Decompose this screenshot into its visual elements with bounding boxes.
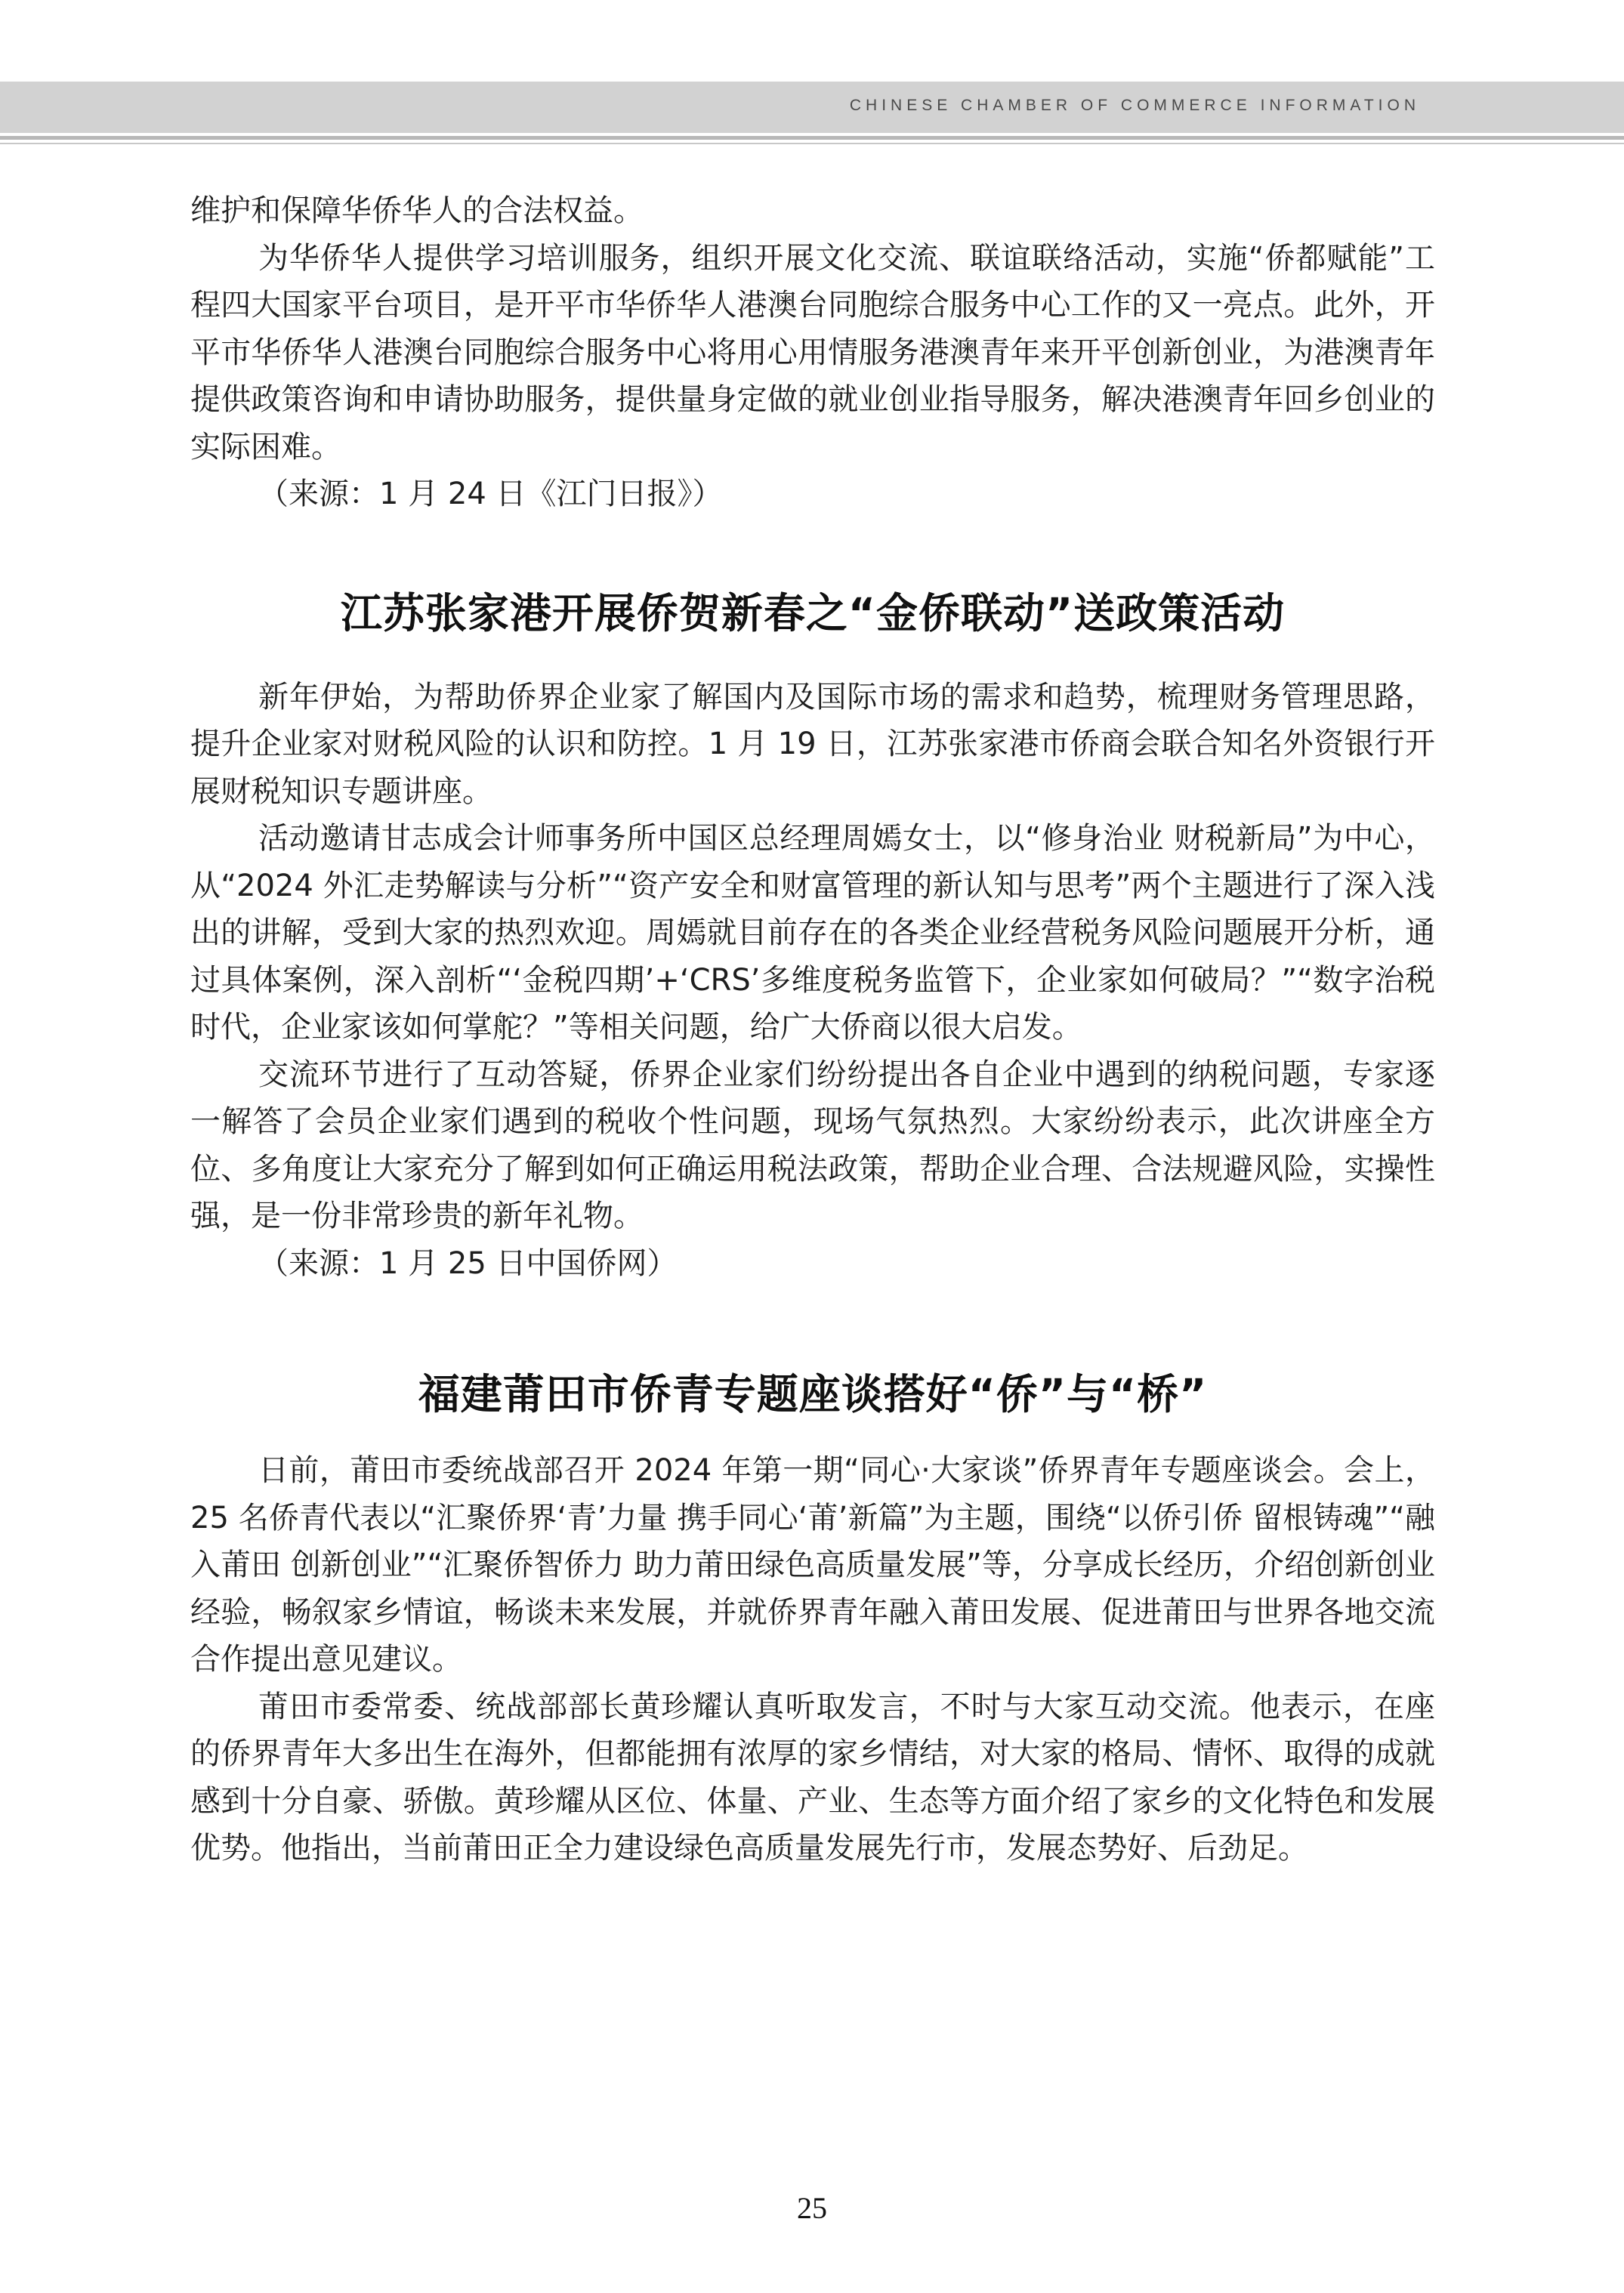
article-zhangjiagang [190, 583, 1435, 1288]
source-citation: （来源：1 月 25 日中国侨网） [258, 1245, 678, 1281]
article-title: 福建莆田市侨青专题座谈搭好“侨”与“桥” [418, 1370, 1208, 1418]
article-continued [190, 187, 1435, 518]
header-rule-thin [0, 143, 1624, 144]
header-rule [0, 136, 1624, 140]
source-citation: （来源：1 月 24 日《江门日报》） [258, 477, 723, 511]
article-title: 江苏张家港开展侨贺新春之“金侨联动”送政策活动 [340, 588, 1286, 637]
paragraph: 新年伊始，为帮助侨界企业家了解国内及国际市场的需求和趋势，梳理财务管理思路，提升企业家对财税风险的认识和防控。1 月 19 日，江苏张家港市侨商会联合知名外资银行开展财税知识专题讲座。 [190, 679, 1435, 809]
paragraph: 日前，莆田市委统战部召开 2024 年第一期“同心·大家谈”侨界青年专题座谈会。会上，25 名侨青代表以“汇聚侨界‘青’力量 携手同心‘莆’新篇”为主题，围绕“以侨引侨 留根铸魂”“融入莆田 创新创业”“汇聚侨智侨力 助力莆田绿色高质量发展”等，分享成长经历，介绍创新创业经验，畅叙家乡情谊，畅谈未来发展，并就侨界青年融入莆田发展、促进莆田与世界各地交流合作提出意见建议。 [190, 1453, 1435, 1677]
paragraph: 莆田市委常委、统战部部长黄珍耀认真听取发言，不时与大家互动交流。他表示，在座的侨界青年大多出生在海外，但都能拥有浓厚的家乡情结，对大家的格局、情怀、取得的成就感到十分自豪、骄傲。黄珍耀从区位、体量、产业、生态等方面介绍了家乡的文化特色和发展优势。他指出，当前莆田正全力建设绿色高质量发展先行市，发展态势好、后劲足。 [190, 1689, 1435, 1866]
paragraph: 活动邀请甘志成会计师事务所中国区总经理周嫣女士，以“修身治业 财税新局”为中心，从“2024 外汇走势解读与分析”“资产安全和财富管理的新认知与思考”两个主题进行了深入浅出的讲解，受到大家的热烈欢迎。周嫣就目前存在的各类企业经营税务风险问题展开分析，通过具体案例，深入剖析“‘金税四期’+‘CRS’多维度税务监管下，企业家如何破局？”“数字治税时代，企业家该如何掌舵？”等相关问题，给广大侨商以很大启发。 [190, 821, 1435, 1045]
paragraph: 维护和保障华侨华人的合法权益。 [190, 193, 644, 228]
running-header: CHINESE CHAMBER OF COMMERCE INFORMATION [849, 97, 1420, 114]
article-putian [190, 1364, 1435, 1872]
paragraph [190, 235, 1435, 518]
page-number: 25 [797, 2191, 827, 2225]
paragraph-text: 交流环节进行了互动答疑，侨界企业家们纷纷提出各自企业中遇到的纳税问题，专家逐一解答了会员企业家们遇到的税收个性问题，现场气氛热烈。大家纷纷表示，此次讲座全方位、多角度让大家充分了解到如何正确运用税法政策，帮助企业合理、合法规避风险，实操性强，是一份非常珍贵的新年礼物。 [190, 1057, 1435, 1233]
paragraph [190, 1051, 1435, 1288]
page-content [190, 187, 1435, 1872]
paragraph-text: 为华侨华人提供学习培训服务，组织开展文化交流、联谊联络活动，实施“侨都赋能”工程四大国家平台项目，是开平市华侨华人港澳台同胞综合服务中心工作的又一亮点。此外，开平市华侨华人港澳台同胞综合服务中心将用心用情服务港澳青年来开平创新创业，为港澳青年提供政策咨询和申请协助服务，提供量身定做的就业创业指导服务，解决港澳青年回乡创业的实际困难。 [190, 240, 1435, 464]
